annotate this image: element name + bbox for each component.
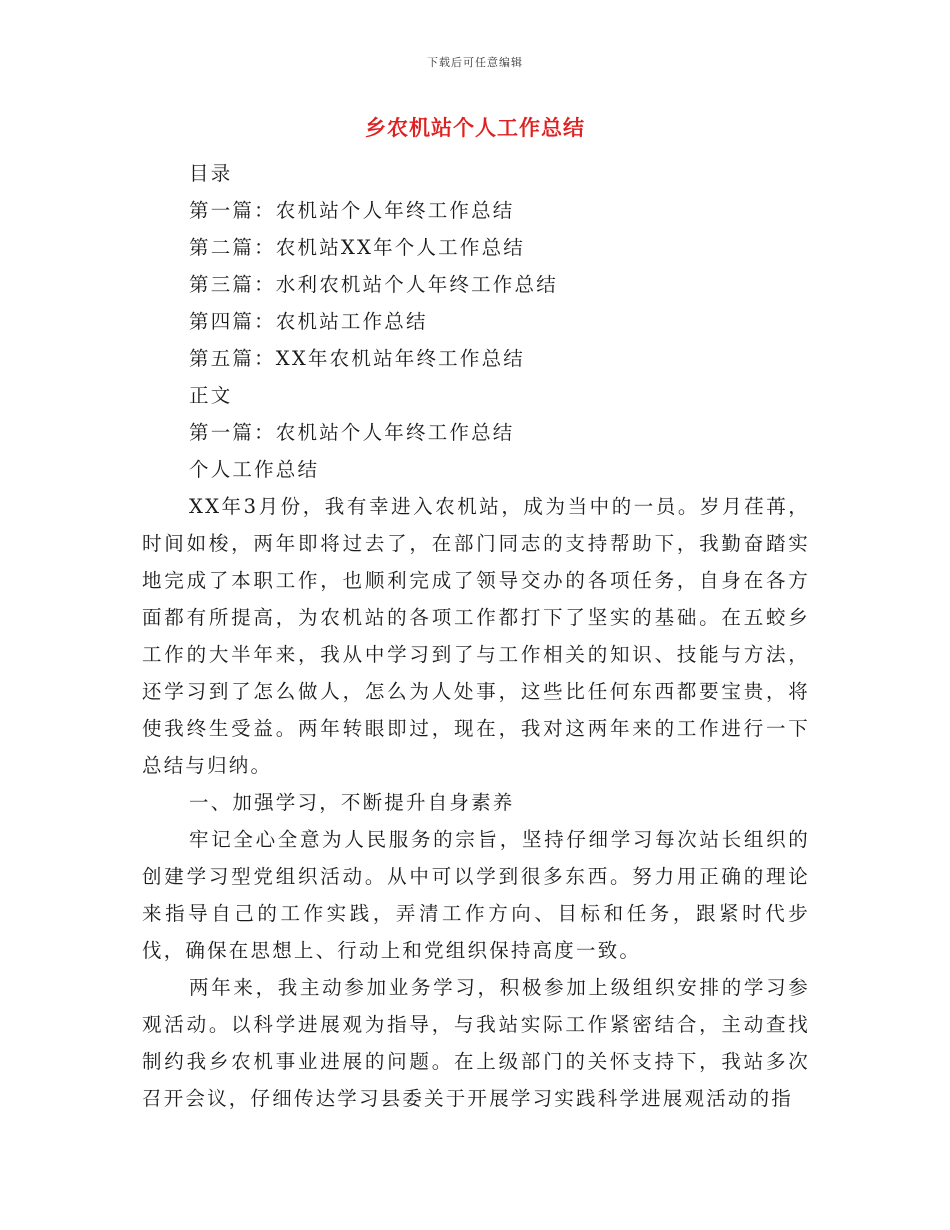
body-heading: 正文: [189, 384, 233, 407]
body-paragraph: XX年3月份，我有幸进入农机站，成为当中的一员。岁月荏苒，时间如梭，两年即将过去了，在部门同志的支持帮助下，我勤奋踏实地完成了本职工作，也顺利完成了领导交办的各项任务，自身在各方面都有所提高，为农机站的各项工作都打下了坚实的基础。在五蛟乡工作的大半年来，我从中学习到了与工作相关的知识、技能与方法，还学习到了怎么做人，怎么为人处事，这些比任何东西都要宝贵，将使我终生受益。两年转眼即过，现在，我对这两年来的工作进行一下总结与归纳。: [142, 495, 810, 777]
toc-item: 第三篇：水利农机站个人年终工作总结: [189, 273, 558, 296]
chapter-title: 第一篇：农机站个人年终工作总结: [189, 421, 515, 444]
toc-item: 第一篇：农机站个人年终工作总结: [189, 199, 515, 222]
toc-heading: 目录: [189, 162, 233, 185]
chapter-subtitle: 个人工作总结: [189, 458, 320, 481]
document-body: [142, 155, 810, 1117]
toc-item: 第四篇：农机站工作总结: [189, 310, 428, 333]
document-title: 乡农机站个人工作总结: [365, 115, 585, 140]
body-paragraph: 牢记全心全意为人民服务的宗旨，坚持仔细学习每次站长组织的创建学习型党组织活动。从中可以学到很多东西。努力用正确的理论来指导自己的工作实践，弄清工作方向、目标和任务，跟紧时代步伐，确保在思想上、行动上和党组织保持高度一致。: [142, 828, 810, 962]
toc-item: 第二篇：农机站XX年个人工作总结: [189, 236, 525, 259]
body-paragraph: 两年来，我主动参加业务学习，积极参加上级组织安排的学习参观活动。以科学进展观为指导，与我站实际工作紧密结合，主动查找制约我乡农机事业进展的问题。在上级部门的关怀支持下，我站多次召开会议，仔细传达学习县委关于开展学习实践科学进展观活动的指: [142, 976, 810, 1110]
toc-item: 第五篇：XX年农机站年终工作总结: [189, 347, 525, 370]
header-note: 下载后可任意编辑: [427, 56, 523, 69]
section-heading: 一、加强学习，不断提升自身素养: [189, 791, 515, 814]
